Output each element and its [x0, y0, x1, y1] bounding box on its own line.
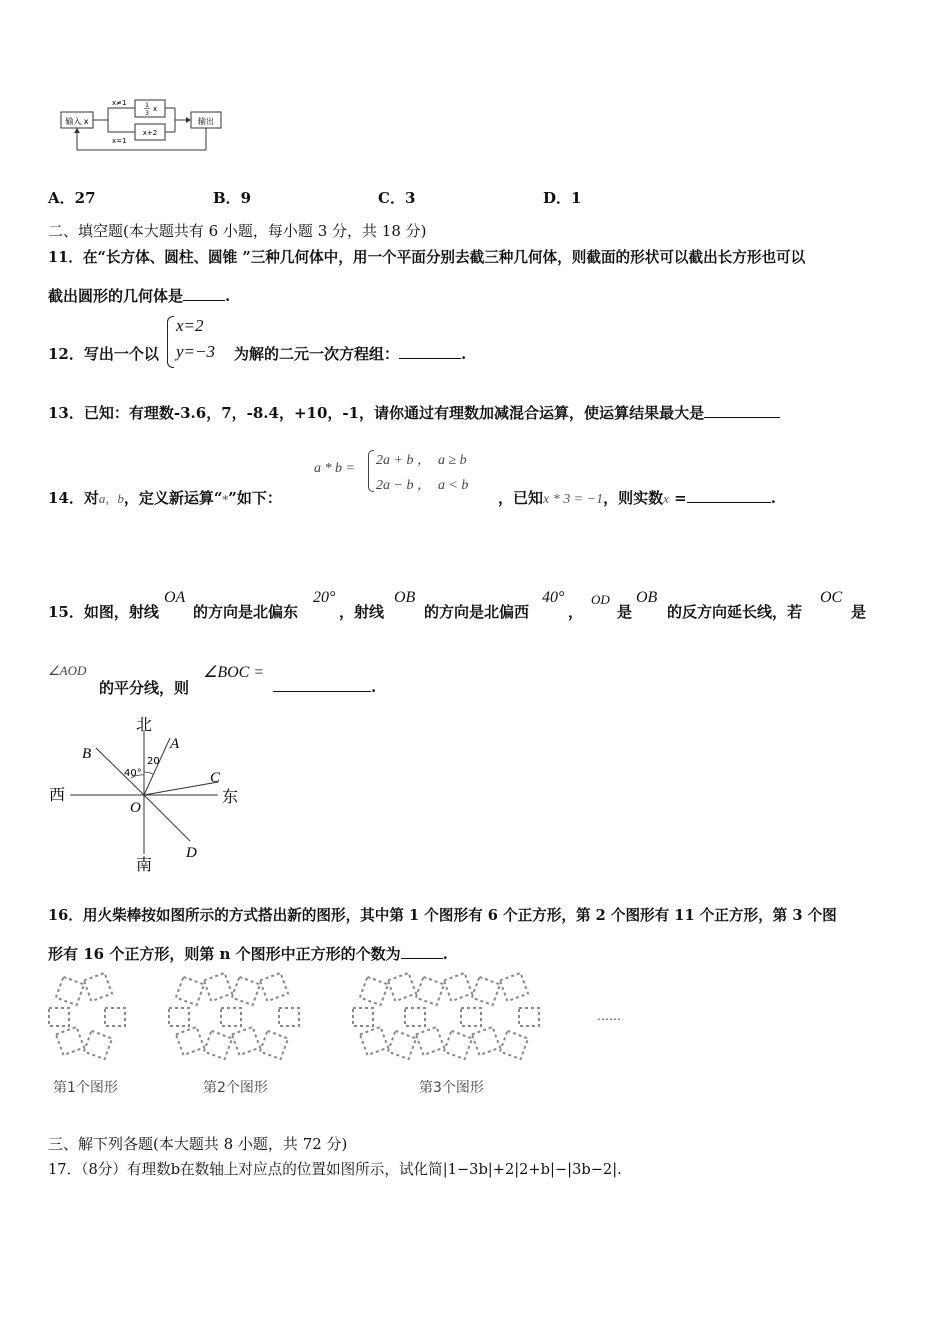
q16-answer-blank[interactable]	[401, 944, 443, 959]
q15-boc: ∠BOC =	[203, 664, 265, 681]
q12-suffix-line	[234, 343, 466, 364]
flow-op-top-var: x	[153, 105, 158, 113]
q14-eq: =	[668, 489, 687, 507]
label-d: D	[186, 845, 197, 861]
q14-condition: x * 3 = −1	[543, 492, 604, 507]
q10-flowchart	[58, 96, 228, 154]
q13-answer-blank[interactable]	[704, 403, 780, 418]
q15-oa: OA	[164, 589, 186, 606]
q15-p8: 是	[851, 603, 867, 621]
option-b: B．9	[213, 189, 252, 207]
q16-line1: 16．用火柴棒按如图所示的方式搭出新的图形，其中第 1 个图形有 6 个正方形，第 2 个图形有 11 个正方形，第 3 个图	[48, 907, 837, 924]
q15-answer-blank[interactable]	[273, 677, 371, 692]
figure-ellipsis: ……	[597, 1009, 621, 1023]
q15-end: .	[371, 678, 377, 696]
q12-answer-blank[interactable]	[399, 344, 461, 359]
q11-answer-blank[interactable]	[183, 286, 225, 301]
q13-text: 13．已知：有理数-3.6，7，-8.4，+10，-1，请你通过有理数加减混合运算，使运算结果最大是	[48, 404, 705, 422]
option-c: C．3	[378, 189, 416, 207]
q15-p7: 的反方向延长线，若	[667, 603, 803, 621]
q11-line2	[48, 285, 230, 306]
label-east: 东	[222, 787, 239, 806]
figure3-squares	[353, 973, 539, 1059]
q14-mid2: ”如下：	[228, 489, 282, 507]
q15-deg40: 40°	[542, 589, 565, 606]
q17-text: 17．（8分）有理数b在数轴上对应点的位置如图所示，试化简|1−3b|+2|2+b|−|3b−2|.	[48, 1161, 622, 1178]
figure1-squares	[49, 973, 125, 1059]
section3-heading: 三、解下列各题(本大题共 8 小题，共 72 分)	[48, 1135, 348, 1153]
q14-mid: ，定义新运算“	[123, 489, 223, 507]
q15-aod: ∠AOD	[48, 663, 87, 678]
q15-answer-line	[273, 677, 376, 696]
q12-eq1: x=2	[176, 316, 204, 335]
q14-end: .	[770, 489, 776, 507]
q14-def-lhs: a * b =	[314, 461, 355, 476]
figure1-label: 第1个图形	[53, 1080, 118, 1096]
flow-op-top-num: 1	[145, 102, 149, 109]
q12-end: .	[461, 345, 467, 363]
flow-op-bottom-label: x+2	[142, 129, 158, 137]
q14-star: *	[222, 493, 229, 506]
q13-line	[48, 402, 780, 423]
option-a: A．27	[48, 189, 96, 207]
q15-deg20: 20°	[313, 589, 336, 606]
q15-p3: ，射线	[339, 603, 385, 621]
q12-prefix: 12．写出一个以	[48, 345, 159, 363]
q16-text: 形有 16 个正方形，则第 n 个图形中正方形的个数为	[48, 945, 401, 963]
label-west: 西	[49, 785, 66, 804]
q14-case1: 2a + b ， a ≥ b	[376, 453, 467, 468]
flow-op-top-den: 3	[145, 110, 149, 117]
label-b: B	[82, 746, 92, 762]
q15-od: OD	[591, 592, 610, 607]
q15-p5: ，	[568, 603, 584, 621]
q14-case2: 2a − b ， a < b	[376, 478, 469, 493]
flow-output-label: 输出	[198, 117, 214, 126]
q15-p6: 是	[617, 603, 633, 621]
q12-suffix: 为解的二元一次方程组：	[234, 345, 400, 363]
q15-ob: OB	[394, 589, 416, 606]
flow-branch-top: x≠1	[112, 99, 127, 107]
q16-line2	[48, 943, 448, 964]
q16-matchstick-figure	[45, 968, 635, 1100]
q15-p4: 的方向是北偏西	[424, 603, 530, 621]
q11-line1: 11．在“长方体、圆柱、圆锥 ”三种几何体中，用一个平面分别去截三种几何体，则截面的形状可以截出长方形也可以	[48, 249, 806, 266]
label-a: A	[170, 736, 180, 752]
q15-p2: 的方向是北偏东	[193, 603, 299, 621]
q14-var-a: a	[98, 491, 106, 506]
q14-sep: ，	[105, 492, 118, 506]
label-o: O	[130, 800, 141, 816]
q14-answer-blank[interactable]	[687, 488, 771, 503]
q14-var-x: x	[663, 491, 669, 506]
q14-var-b: b	[117, 491, 124, 506]
q14-known: ，已知	[498, 489, 544, 507]
option-d: D．1	[543, 189, 582, 207]
ray-od	[144, 795, 190, 841]
label-angle20: 20	[147, 756, 160, 767]
flow-input-label: 输入 x	[65, 117, 89, 126]
q14-then: ，则实数	[603, 489, 664, 507]
q16-end: .	[442, 945, 448, 963]
q14-prefix: 14．对	[48, 489, 99, 507]
section2-heading: 二、填空题(本大题共有 6 小题，每小题 3 分，共 18 分)	[48, 222, 427, 240]
q15-oc: OC	[820, 589, 843, 606]
figure2-squares	[169, 973, 299, 1059]
q14-prefix-line	[48, 487, 282, 508]
label-north: 北	[136, 715, 153, 734]
label-south: 南	[136, 855, 153, 874]
figure3-label: 第3个图形	[419, 1080, 484, 1096]
label-c: C	[210, 770, 221, 786]
q14-suffix-line	[498, 487, 776, 508]
ray-oc	[144, 782, 218, 795]
q11-end: .	[225, 287, 231, 305]
figure2-label: 第2个图形	[203, 1080, 268, 1096]
q15-compass-figure	[40, 712, 250, 874]
q12-eq2: y=−3	[176, 342, 215, 361]
q14-def-brace	[368, 450, 374, 492]
label-angle40: 40°	[124, 768, 142, 779]
q12-system-brace	[167, 316, 174, 368]
q15-p9: 的平分线，则	[99, 679, 190, 697]
q15-p1: 15．如图，射线	[48, 603, 159, 621]
flow-branch-bottom: x=1	[112, 137, 127, 145]
q11-text: 截出圆形的几何体是	[48, 287, 184, 305]
q15-ob2: OB	[636, 589, 658, 606]
